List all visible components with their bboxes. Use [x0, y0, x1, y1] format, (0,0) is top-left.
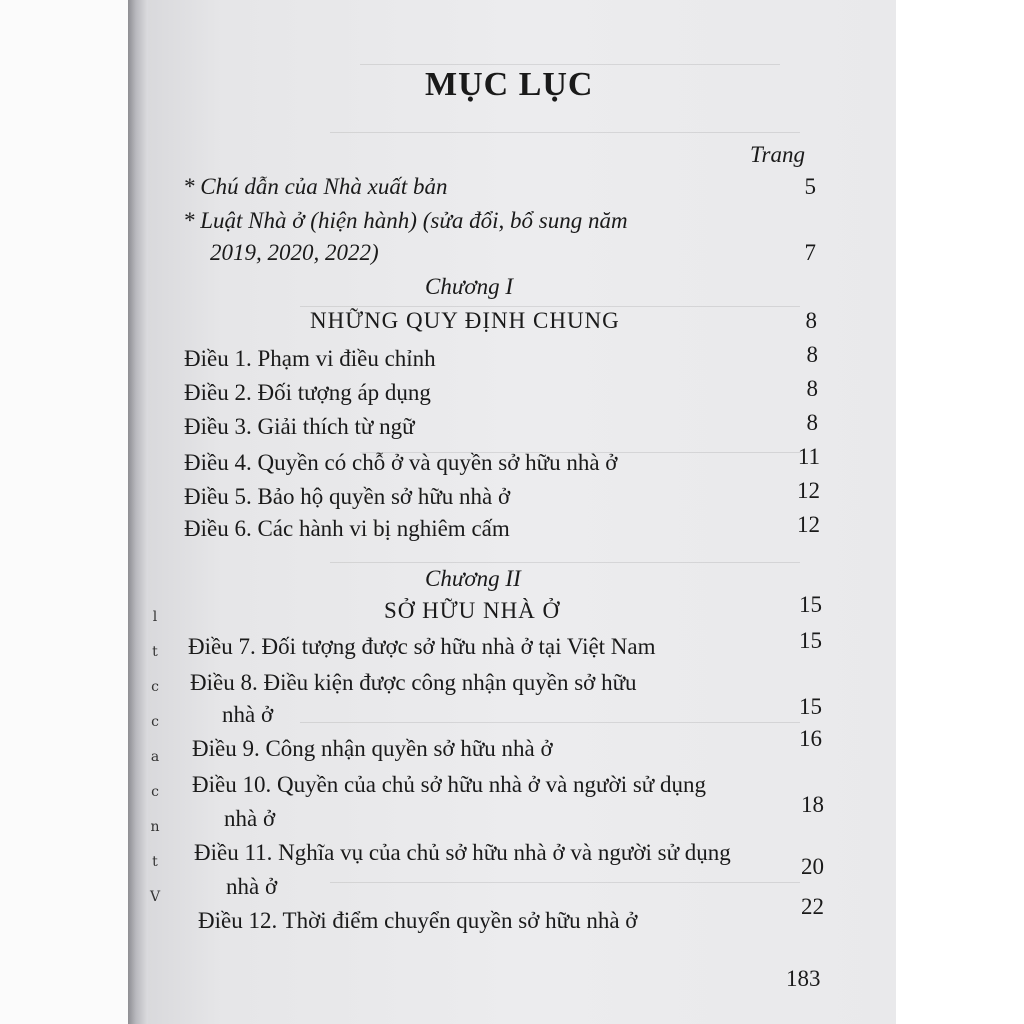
toc-page-number: 15 [799, 694, 822, 719]
edge-letter: c [151, 784, 159, 800]
toc-page-number: 20 [801, 854, 824, 879]
toc-page-number: 8 [805, 308, 817, 333]
chapter-1-label: Chương I [425, 274, 514, 299]
toc-entry: Điều 11. Nghĩa vụ của chủ sở hữu nhà ở và người sử dụng [194, 840, 731, 865]
toc-entry: Điều 5. Bảo hộ quyền sở hữu nhà ở [184, 484, 511, 509]
page-title: MỤC LỤC [425, 66, 594, 103]
toc-entry: Điều 9. Công nhận quyền sở hữu nhà ở [192, 736, 553, 761]
toc-page-number: 15 [799, 592, 822, 617]
toc-entry-housing-law-cont: 2019, 2020, 2022) [210, 240, 379, 265]
toc-page-number: 15 [799, 628, 822, 653]
toc-entry-publisher-note: * Chú dẫn của Nhà xuất bản [183, 174, 448, 199]
edge-letter: t [152, 854, 158, 870]
toc-entry: Điều 6. Các hành vi bị nghiêm cấm [184, 516, 510, 541]
toc-page-number: 16 [799, 726, 822, 751]
toc-entry: Điều 10. Quyền của chủ sở hữu nhà ở và người sử dụng [192, 772, 706, 797]
toc-entry: Điều 2. Đối tượng áp dụng [184, 380, 431, 405]
book-spine-shadow [128, 0, 148, 1024]
edge-letter: c [151, 679, 159, 695]
toc-page-number: 12 [797, 478, 820, 503]
chapter-2-label: Chương II [425, 566, 521, 591]
background-right [896, 0, 1024, 1024]
edge-letter: V [149, 889, 161, 905]
toc-page-number: 18 [801, 792, 824, 817]
edge-letter: c [151, 714, 159, 730]
toc-entry: Điều 7. Đối tượng được sở hữu nhà ở tại Việt Nam [188, 634, 656, 659]
page-column-label: Trang [750, 142, 805, 167]
toc-page-number: 11 [797, 444, 820, 469]
toc-page-number: 8 [806, 342, 818, 367]
toc-entry: Điều 4. Quyền có chỗ ở và quyền sở hữu nhà ở [184, 450, 618, 475]
toc-page-number: 22 [801, 894, 824, 919]
adjacent-page-edge-letters [148, 600, 162, 915]
toc-entry: Điều 8. Điều kiện được công nhận quyền sở hữu [190, 670, 637, 695]
edge-letter: l [152, 609, 158, 625]
background-left [0, 0, 128, 1024]
chapter-1-title: NHỮNG QUY ĐỊNH CHUNG [310, 308, 620, 333]
toc-entry: Điều 3. Giải thích từ ngữ [184, 414, 415, 439]
toc-entry-cont: nhà ở [226, 874, 278, 899]
edge-letter: t [152, 644, 158, 660]
toc-entry-cont: nhà ở [224, 806, 276, 831]
toc-entry: Điều 12. Thời điểm chuyển quyền sở hữu nhà ở [198, 908, 638, 933]
chapter-2-title: SỞ HỮU NHÀ Ở [384, 598, 561, 623]
toc-page-number: 8 [806, 376, 818, 401]
toc-entry-cont: nhà ở [222, 702, 274, 727]
toc-page-number: 5 [804, 174, 816, 199]
toc-entry-housing-law: * Luật Nhà ở (hiện hành) (sửa đổi, bổ sung năm [183, 208, 628, 233]
toc-entry: Điều 1. Phạm vi điều chỉnh [184, 346, 436, 371]
edge-letter: a [150, 749, 160, 765]
toc-page-number: 12 [797, 512, 820, 537]
toc-page-number: 7 [804, 240, 816, 265]
edge-letter: n [150, 819, 160, 835]
page-number: 183 [786, 966, 821, 991]
toc-page-number: 8 [806, 410, 818, 435]
